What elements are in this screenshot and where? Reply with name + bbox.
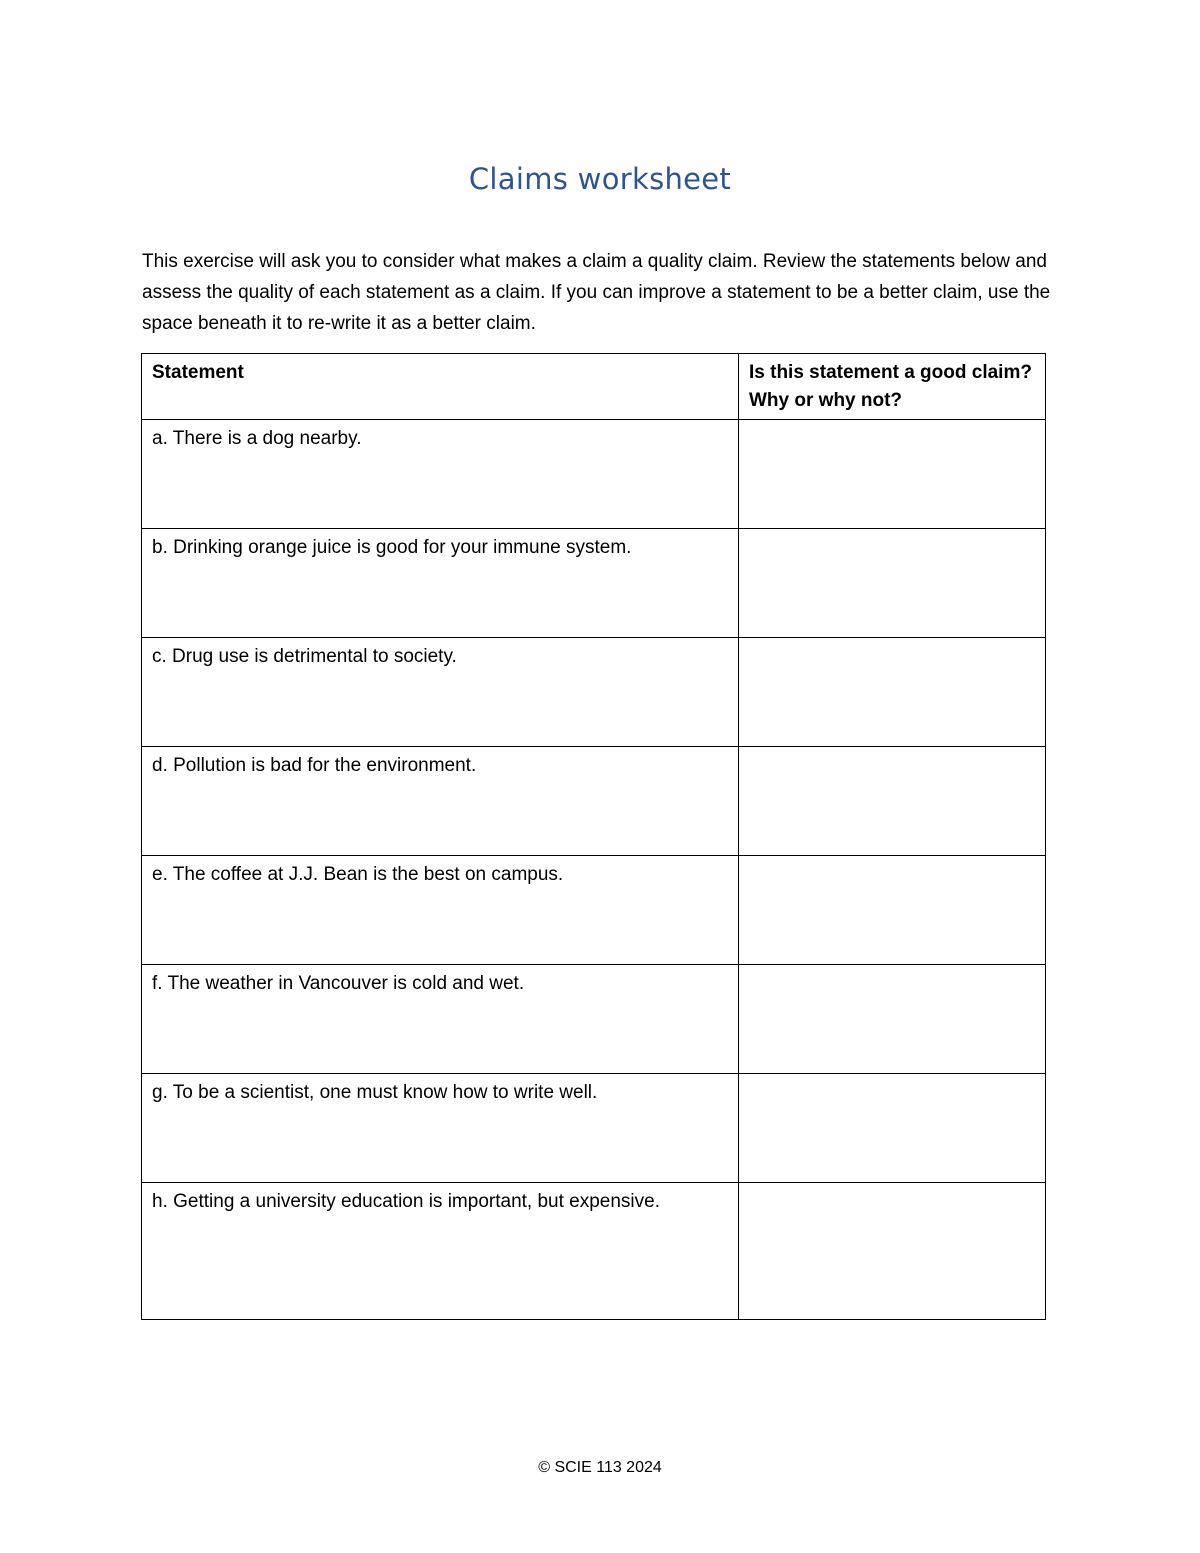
table-row	[142, 747, 1046, 856]
answer-cell[interactable]	[739, 1074, 1046, 1183]
answer-cell[interactable]	[739, 747, 1046, 856]
header-assessment: Is this statement a good claim? Why or why not?	[739, 354, 1046, 420]
statement-cell: h. Getting a university education is important, but expensive.	[142, 1183, 739, 1320]
table-row	[142, 420, 1046, 529]
statement-cell: f. The weather in Vancouver is cold and wet.	[142, 965, 739, 1074]
header-statement: Statement	[142, 354, 739, 420]
intro-paragraph: This exercise will ask you to consider what makes a claim a quality claim. Review the statements below and assess the quality of each statement as a claim. If you can improve a statement to be a better claim, use the space beneath it to re-write it as a better claim.	[142, 251, 1051, 334]
answer-cell[interactable]	[739, 420, 1046, 529]
table-header-row	[142, 354, 1046, 420]
table-row	[142, 638, 1046, 747]
statement-cell: g. To be a scientist, one must know how to write well.	[142, 1074, 739, 1183]
table-row	[142, 1074, 1046, 1183]
statement-cell: e. The coffee at J.J. Bean is the best on campus.	[142, 856, 739, 965]
answer-cell[interactable]	[739, 965, 1046, 1074]
table-row	[142, 1183, 1046, 1320]
table-row	[142, 965, 1046, 1074]
answer-cell[interactable]	[739, 856, 1046, 965]
answer-cell[interactable]	[739, 529, 1046, 638]
table-row	[142, 529, 1046, 638]
statement-cell: b. Drinking orange juice is good for your immune system.	[142, 529, 739, 638]
answer-cell[interactable]	[739, 638, 1046, 747]
statement-cell: d. Pollution is bad for the environment.	[142, 747, 739, 856]
claims-table	[141, 353, 1046, 1320]
answer-cell[interactable]	[739, 1183, 1046, 1320]
page-footer: © SCIE 113 2024	[538, 1459, 662, 1476]
page-title: Claims worksheet	[468, 162, 732, 196]
statement-cell: c. Drug use is detrimental to society.	[142, 638, 739, 747]
table-row	[142, 856, 1046, 965]
statement-cell: a. There is a dog nearby.	[142, 420, 739, 529]
